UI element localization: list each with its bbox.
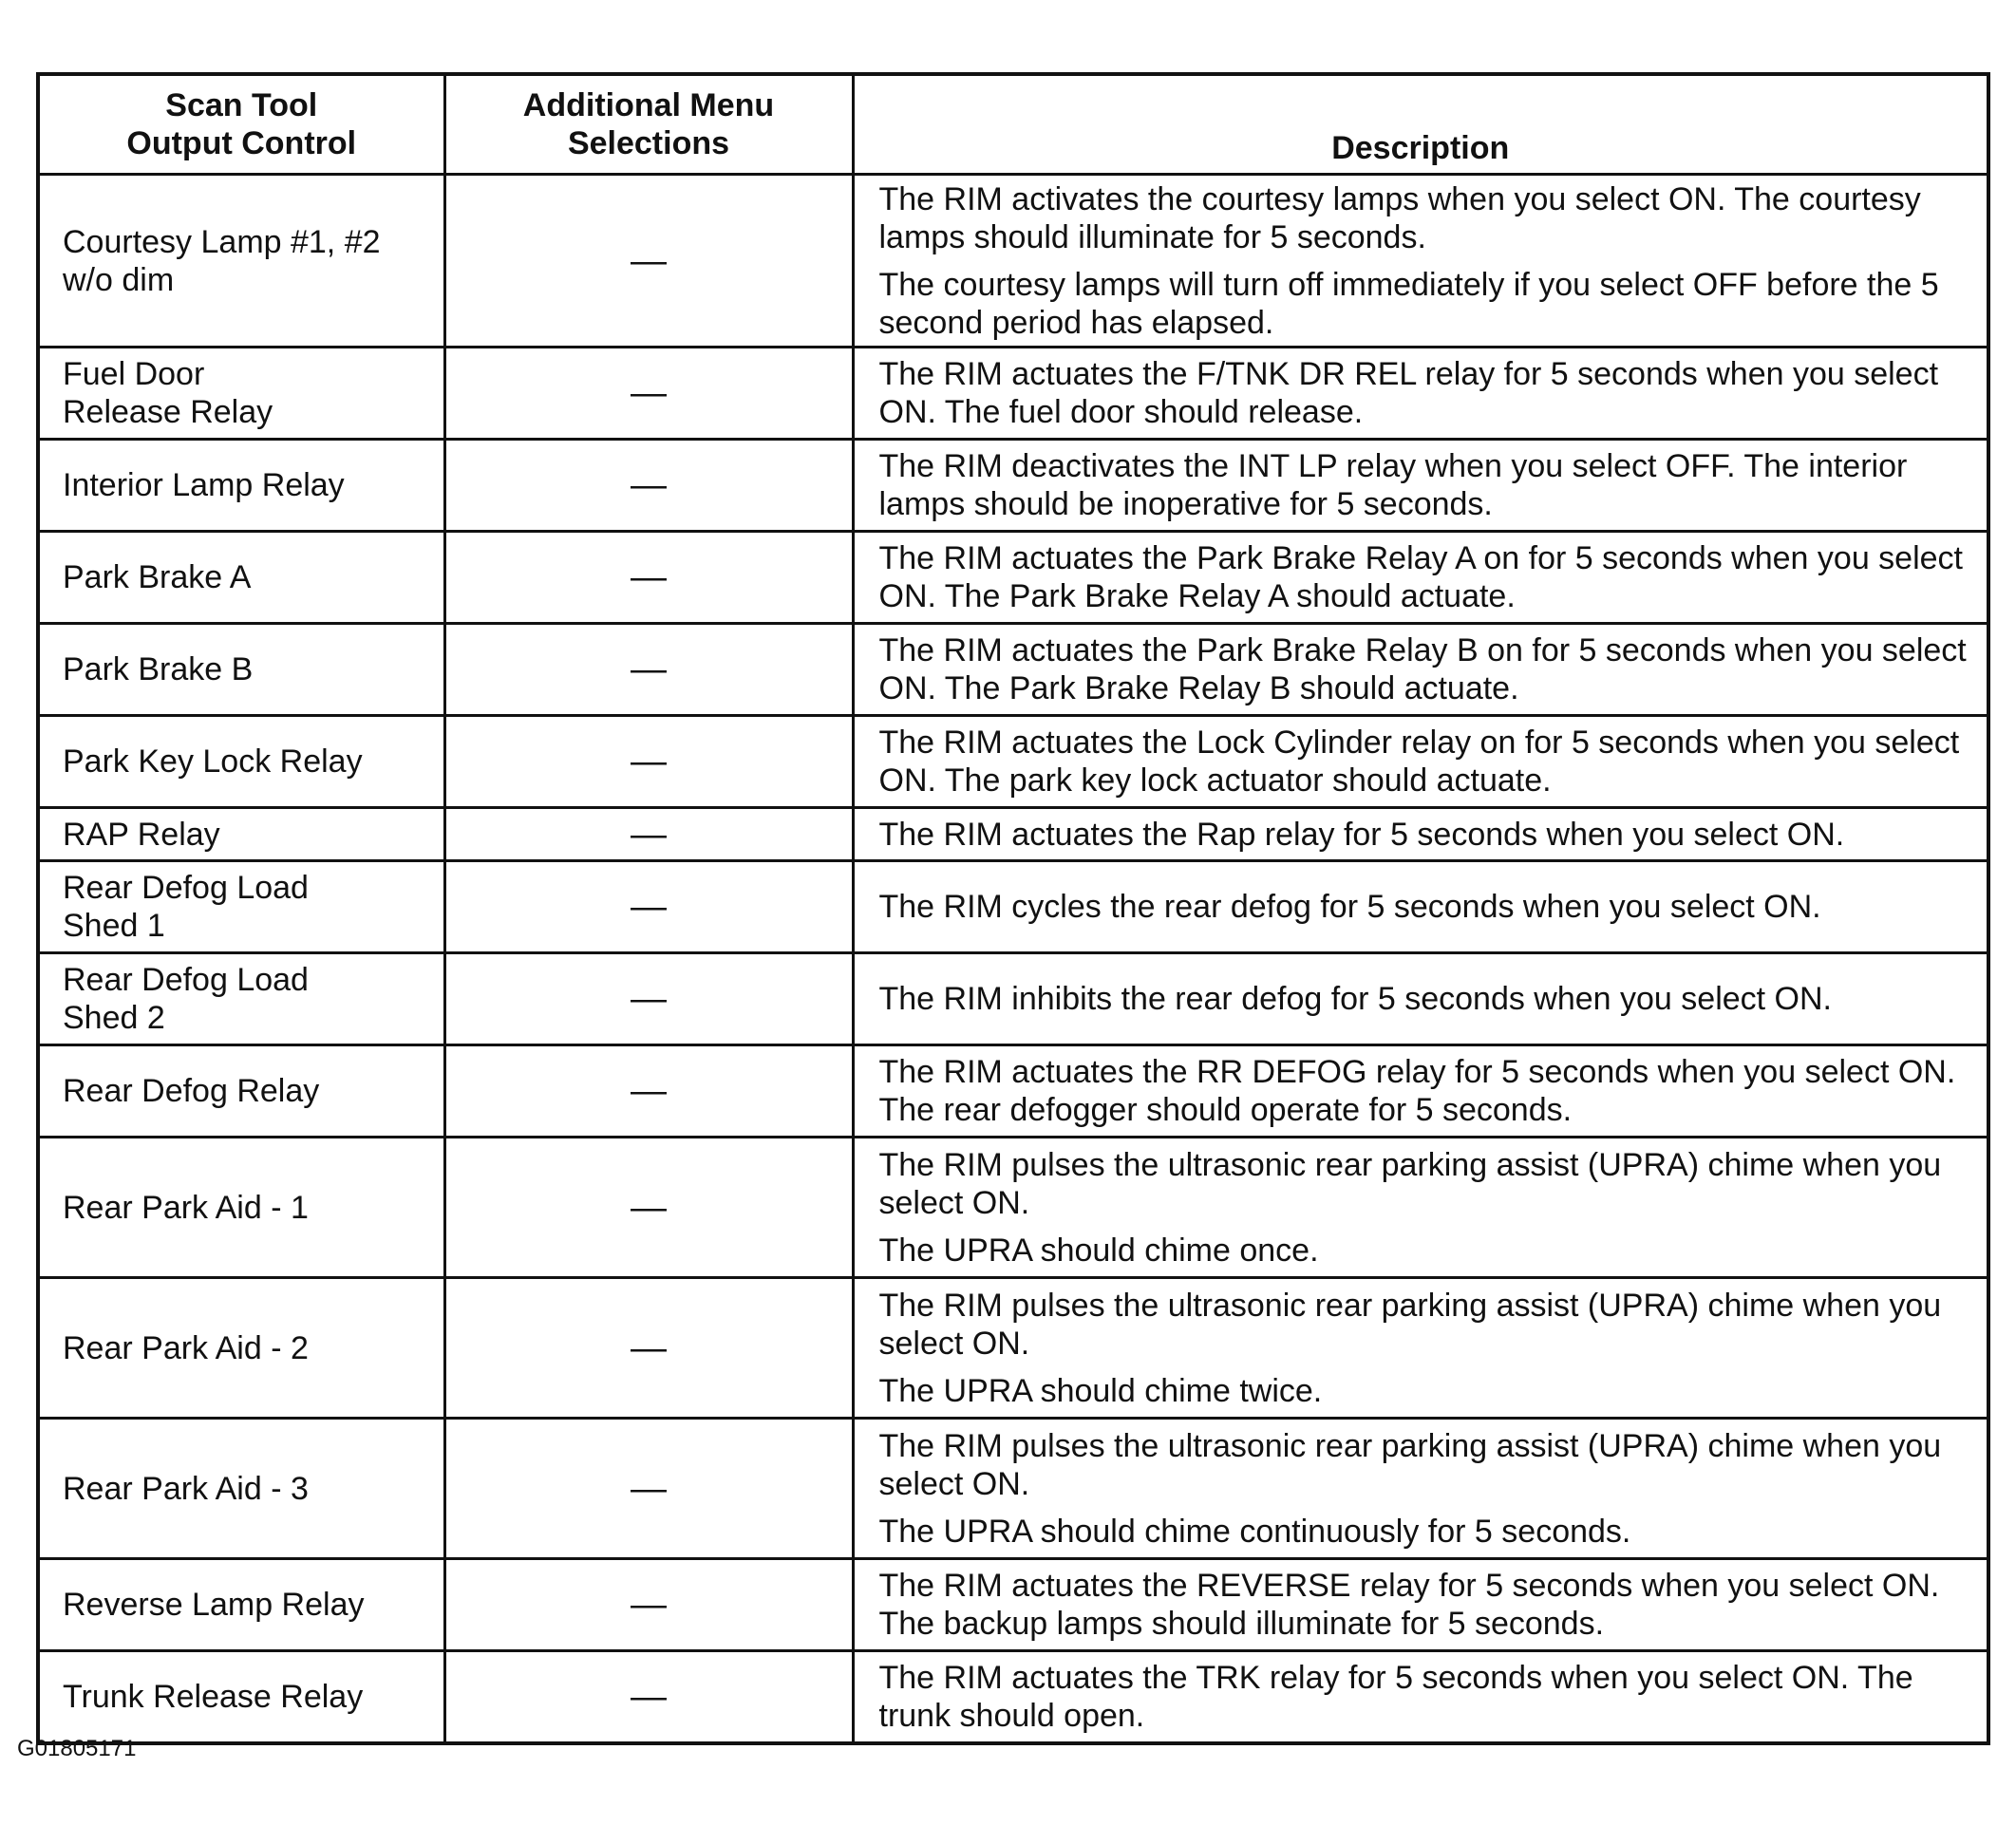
table-header	[38, 74, 1988, 175]
description-cell	[853, 861, 1988, 953]
output-control-cell	[38, 440, 444, 532]
output-control-table	[36, 72, 1990, 1745]
output-control-line: Reverse Lamp Relay	[63, 1587, 365, 1623]
output-control-line: Rear Defog Load	[63, 962, 309, 998]
header-row	[38, 74, 1988, 175]
header-output-control	[38, 74, 444, 175]
output-control-line: Shed 1	[63, 908, 165, 944]
description-paragraph: The RIM pulses the ultrasonic rear parking assist (UPRA) chime when you select ON.	[878, 1287, 1942, 1362]
header-additional-menu	[444, 74, 853, 175]
menu-selection-cell: —	[444, 808, 853, 861]
output-control-line: Trunk Release Relay	[63, 1678, 364, 1715]
header-additional-menu-line: Selections	[567, 125, 730, 161]
output-control-line: Park Brake B	[63, 651, 254, 687]
output-control-cell	[38, 1419, 444, 1559]
description-paragraph: The RIM actuates the Park Brake Relay A on for 5 seconds when you select ON. The Park Brake Relay A should actuate.	[878, 540, 1963, 614]
menu-selection-cell: —	[444, 440, 853, 532]
description-cell	[853, 1138, 1988, 1278]
output-control-cell	[38, 808, 444, 861]
description-cell	[853, 532, 1988, 624]
output-control-cell	[38, 716, 444, 808]
output-control-line: Release Relay	[63, 394, 273, 430]
description-cell	[853, 624, 1988, 716]
menu-selection-cell: —	[444, 532, 853, 624]
output-control-line: Rear Defog Relay	[63, 1073, 320, 1109]
description-paragraph: The RIM actuates the Rap relay for 5 seconds when you select ON.	[878, 816, 1845, 853]
output-control-cell	[38, 1559, 444, 1651]
description-cell	[853, 808, 1988, 861]
menu-selection-cell: —	[444, 1419, 853, 1559]
description-paragraph: The RIM deactivates the INT LP relay when you select OFF. The interior lamps should be inoperative for 5 seconds.	[878, 448, 1908, 522]
description-cell	[853, 716, 1988, 808]
output-control-line: Fuel Door	[63, 356, 205, 392]
description-cell	[853, 1559, 1988, 1651]
menu-selection-cell: —	[444, 953, 853, 1045]
description-cell	[853, 953, 1988, 1045]
description-paragraph: The RIM cycles the rear defog for 5 seconds when you select ON.	[878, 889, 1821, 925]
description-paragraph: The RIM actuates the RR DEFOG relay for 5 seconds when you select ON. The rear defogger should operate for 5 seconds.	[878, 1054, 1956, 1128]
table-row	[38, 175, 1988, 348]
table-row	[38, 1278, 1988, 1419]
table-row	[38, 1045, 1988, 1138]
menu-selection-cell: —	[444, 348, 853, 440]
description-cell	[853, 175, 1988, 348]
description-paragraph: The UPRA should chime continuously for 5 seconds.	[878, 1513, 1631, 1550]
output-control-cell	[38, 953, 444, 1045]
description-cell	[853, 1419, 1988, 1559]
output-control-cell	[38, 532, 444, 624]
output-control-cell	[38, 1278, 444, 1419]
header-output-control-line: Output Control	[126, 125, 357, 161]
output-control-line: Interior Lamp Relay	[63, 467, 345, 503]
table-row	[38, 440, 1988, 532]
header-additional-menu-line: Additional Menu	[522, 87, 775, 123]
menu-selection-cell: —	[444, 1278, 853, 1419]
table-body	[38, 175, 1988, 1743]
table-row	[38, 953, 1988, 1045]
description-paragraph: The RIM activates the courtesy lamps when you select ON. The courtesy lamps should illuminate for 5 seconds.	[878, 180, 1921, 255]
description-paragraph: The RIM pulses the ultrasonic rear parking assist (UPRA) chime when you select ON.	[878, 1146, 1942, 1221]
output-control-cell	[38, 1651, 444, 1743]
output-control-cell	[38, 1045, 444, 1138]
table-row	[38, 1419, 1988, 1559]
output-control-line: Park Key Lock Relay	[63, 743, 363, 780]
description-paragraph: The RIM inhibits the rear defog for 5 seconds when you select ON.	[878, 981, 1832, 1017]
output-control-line: Courtesy Lamp #1, #2	[63, 223, 381, 260]
menu-selection-cell: —	[444, 175, 853, 348]
description-paragraph: The UPRA should chime once.	[878, 1232, 1319, 1269]
output-control-cell	[38, 348, 444, 440]
menu-selection-cell: —	[444, 1651, 853, 1743]
description-paragraph: The RIM actuates the TRK relay for 5 seconds when you select ON. The trunk should open.	[878, 1659, 1913, 1734]
header-description: Description	[853, 74, 1988, 175]
menu-selection-cell: —	[444, 1045, 853, 1138]
output-control-cell	[38, 861, 444, 953]
output-control-line: Rear Park Aid - 1	[63, 1189, 309, 1226]
description-paragraph: The RIM actuates the Park Brake Relay B on for 5 seconds when you select ON. The Park Brake Relay B should actuate.	[878, 632, 1967, 706]
description-cell	[853, 440, 1988, 532]
description-paragraph: The RIM pulses the ultrasonic rear parking assist (UPRA) chime when you select ON.	[878, 1427, 1942, 1502]
menu-selection-cell: —	[444, 716, 853, 808]
menu-selection-cell: —	[444, 1559, 853, 1651]
description-paragraph: The UPRA should chime twice.	[878, 1372, 1323, 1409]
description-paragraph: The RIM actuates the F/TNK DR REL relay for 5 seconds when you select ON. The fuel door should release.	[878, 356, 1939, 430]
output-control-line: w/o dim	[63, 261, 175, 298]
table-row	[38, 1651, 1988, 1743]
description-cell	[853, 348, 1988, 440]
menu-selection-cell: —	[444, 624, 853, 716]
description-cell	[853, 1651, 1988, 1743]
output-control-line: Rear Park Aid - 3	[63, 1470, 309, 1507]
description-paragraph: The RIM actuates the Lock Cylinder relay on for 5 seconds when you select ON. The park key lock actuator should actuate.	[878, 724, 1960, 799]
output-control-line: Rear Defog Load	[63, 870, 309, 906]
output-control-cell	[38, 175, 444, 348]
table-row	[38, 861, 1988, 953]
description-paragraph: The courtesy lamps will turn off immediately if you select OFF before the 5 second period has elapsed.	[878, 266, 1939, 341]
output-control-cell	[38, 624, 444, 716]
output-control-line: Shed 2	[63, 1000, 165, 1036]
output-control-line: Park Brake A	[63, 559, 252, 595]
figure-id: G01805171	[17, 1736, 137, 1761]
menu-selection-cell: —	[444, 861, 853, 953]
output-control-cell	[38, 1138, 444, 1278]
menu-selection-cell: —	[444, 1138, 853, 1278]
description-cell	[853, 1278, 1988, 1419]
table-row	[38, 808, 1988, 861]
table-row	[38, 1559, 1988, 1651]
header-output-control-line: Scan Tool	[165, 87, 318, 123]
output-control-line: Rear Park Aid - 2	[63, 1329, 309, 1366]
description-cell	[853, 1045, 1988, 1138]
table-row	[38, 1138, 1988, 1278]
output-control-line: RAP Relay	[63, 816, 220, 853]
table-row	[38, 348, 1988, 440]
table-row	[38, 716, 1988, 808]
table-row	[38, 624, 1988, 716]
description-paragraph: The RIM actuates the REVERSE relay for 5 seconds when you select ON. The backup lamps should illuminate for 5 seconds.	[878, 1568, 1940, 1642]
table-row	[38, 532, 1988, 624]
